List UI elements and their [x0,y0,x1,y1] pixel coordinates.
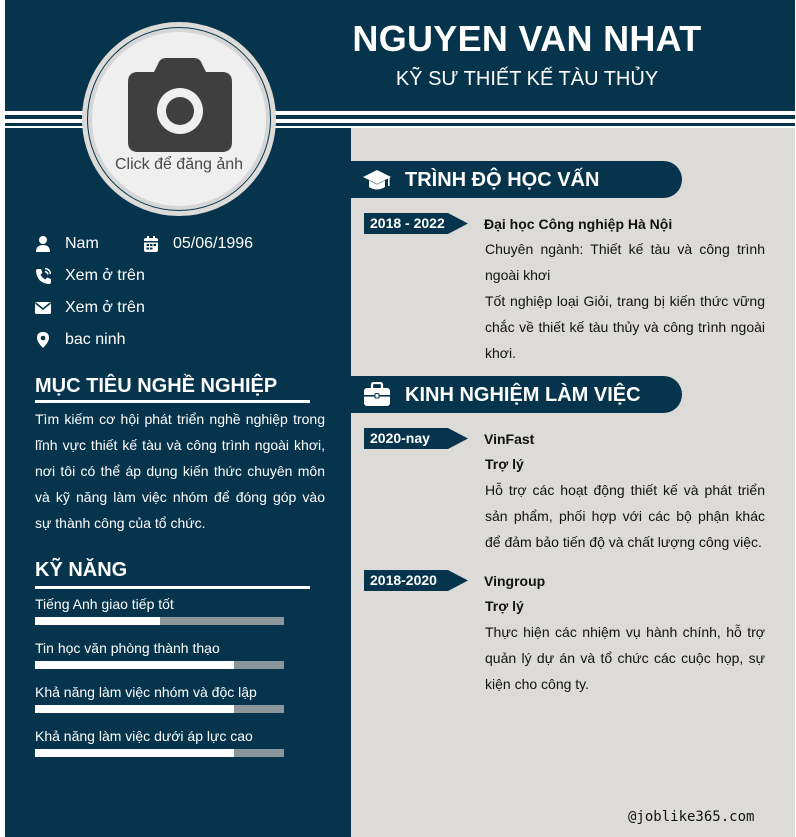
skill-bar [35,749,284,757]
avatar-upload-label: Click để đăng ảnh [114,156,244,173]
site-watermark: @joblike365.com [628,809,755,825]
experience-company: VinFast [484,431,535,447]
skill-bar-fill [35,705,234,713]
phone-value: Xem ở trên [65,267,145,284]
user-icon [35,235,51,253]
experience-description: Hỗ trợ các hoạt động thiết kế và phát triển sản phẩm, phối hợp với các bộ phận khác để đảm bảo tiến độ và chất lượng công việc. [485,482,765,550]
date-tag [364,213,468,234]
phone-icon [35,267,51,285]
experience-section-header [351,376,682,413]
skill-name: Tin học văn phòng thành thạo [35,640,220,656]
skill-name: Tiếng Anh giao tiếp tốt [35,596,174,612]
skills-heading: KỸ NĂNG [35,559,128,581]
experience-heading: KINH NGHIỆM LÀM VIỆC [405,384,641,406]
education-major: Chuyên ngành: Thiết kế tàu và công trình ngoài khơi [485,241,765,283]
email-value: Xem ở trên [65,299,145,316]
education-section-header [351,161,682,198]
education-heading: TRÌNH ĐỘ HỌC VẤN [405,169,600,191]
experience-role: Trợ lý [485,598,524,614]
experience-period: 2020-nay [370,430,430,446]
experience-role: Trợ lý [485,456,524,472]
education-detail: Tốt nghiệp loại Giỏi, trang bị kiến thức vững chắc về thiết kế tàu thủy và công trình ngoài khơi. [485,293,765,361]
briefcase-icon [363,382,391,408]
gender-value: Nam [65,235,99,252]
skill-name: Khả năng làm việc nhóm và độc lập [35,684,257,700]
skills-rule [35,586,310,589]
calendar-icon [143,235,159,253]
date-tag [364,570,468,591]
experience-period: 2018-2020 [370,572,437,588]
address-value: bac ninh [65,331,126,348]
skill-bar [35,705,284,713]
candidate-job-title: KỸ SƯ THIẾT KẾ TÀU THỦY [395,68,659,90]
map-pin-icon [35,331,51,349]
skill-bar-fill [35,661,234,669]
candidate-name: NGUYEN VAN NHAT [352,18,702,59]
graduation-cap-icon [363,167,391,193]
skill-bar [35,661,284,669]
skill-bar-fill [35,749,234,757]
objective-text: Tìm kiếm cơ hội phát triển nghề nghiệp trong lĩnh vực thiết kế tàu và công trình ngoài khơi, nơi tôi có thể áp dụng kiến thức chuyên môn và kỹ năng làm việc nhóm để đóng góp vào sự thành công của tổ chức. [35,411,325,531]
skill-name: Khả năng làm việc dưới áp lực cao [35,728,253,744]
avatar-upload[interactable] [88,28,270,210]
camera-icon [128,58,232,152]
skill-bar [35,617,284,625]
education-school: Đại học Công nghiệp Hà Nội [484,216,673,232]
date-tag [364,428,468,449]
birthdate-value: 05/06/1996 [173,235,254,252]
skill-bar-fill [35,617,160,625]
experience-description: Thực hiện các nhiệm vụ hành chính, hỗ trợ quản lý dự án và tổ chức các cuộc họp, sự kiện cho công ty. [485,624,765,692]
objective-rule [35,400,310,403]
envelope-icon [35,299,51,317]
education-period: 2018 - 2022 [370,215,445,231]
experience-company: Vingroup [484,573,546,589]
objective-heading: MỤC TIÊU NGHỀ NGHIỆP [35,375,278,397]
